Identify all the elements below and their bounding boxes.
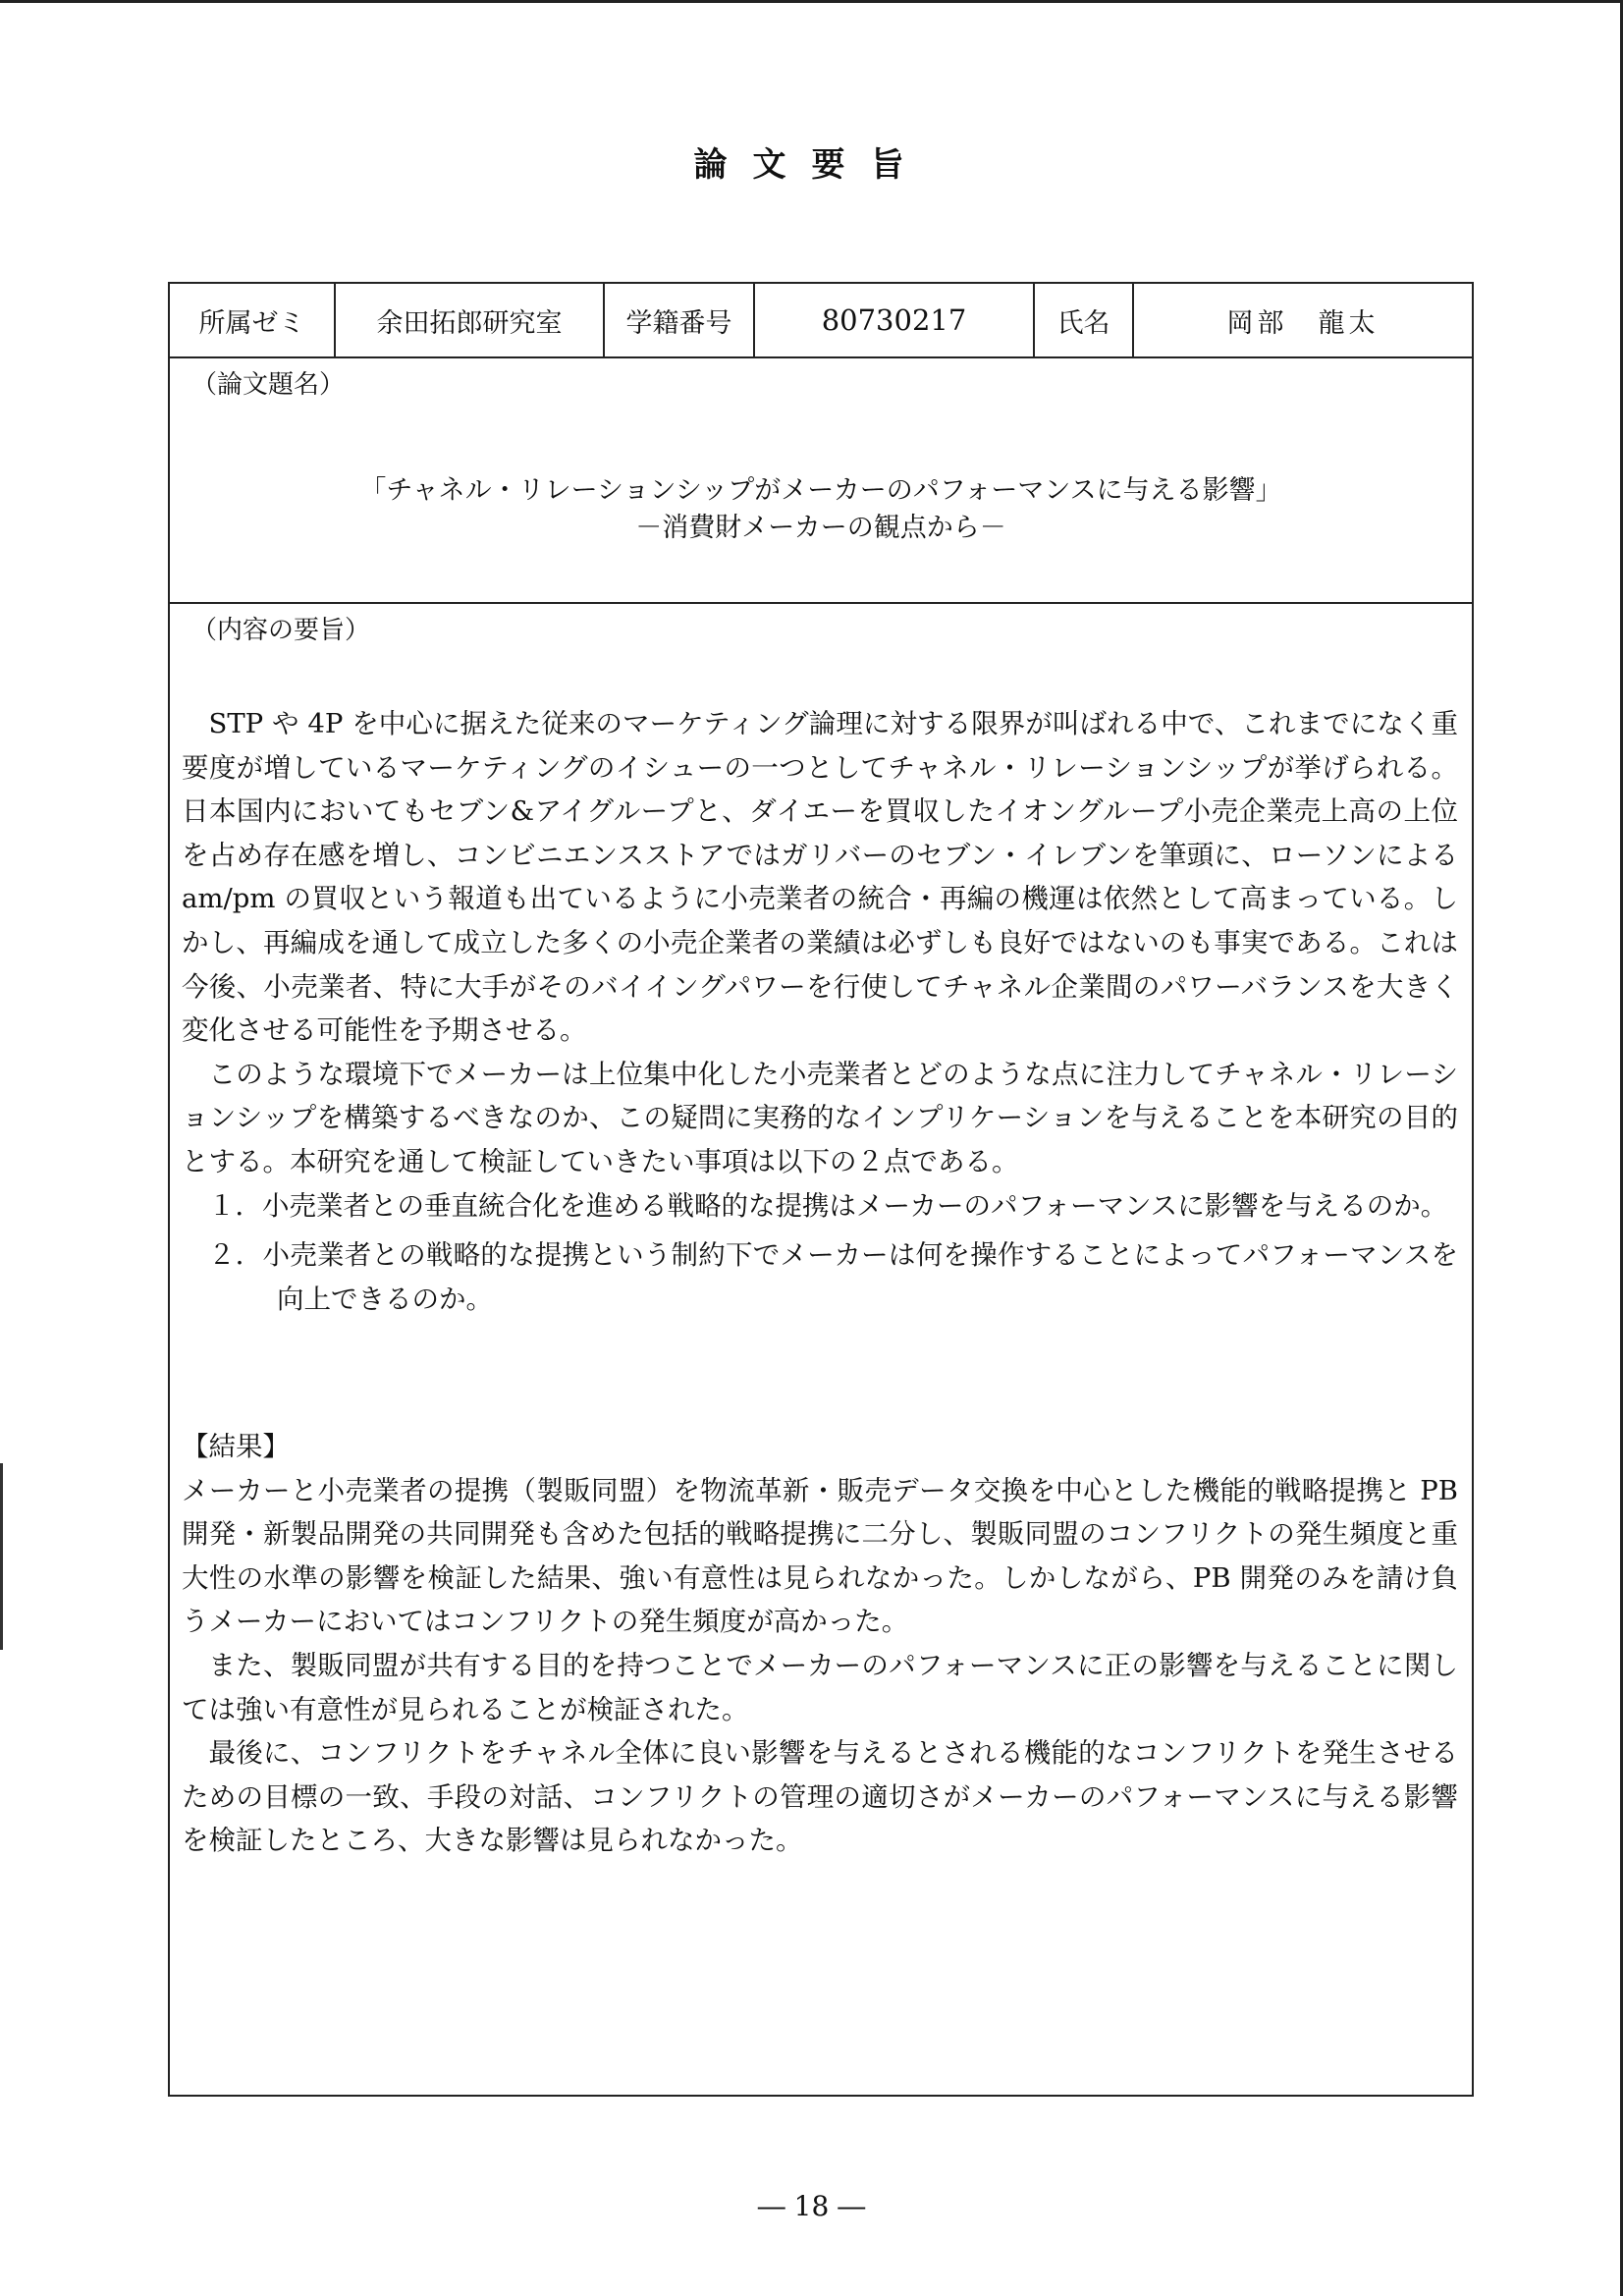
name-label: 氏名 <box>1035 284 1134 356</box>
results-paragraph: 最後に、コンフリクトをチャネル全体に良い影響を与えるとされる機能的なコンフリクトを発生させるための目標の一致、手段の対話、コンフリクトの管理の適切さがメーカーのパフォーマンスに与える影響を検証したところ、大きな影響は見られなかった。 <box>182 1737 1458 1857</box>
info-row <box>170 284 1472 358</box>
name-value: 岡部 龍太 <box>1226 307 1380 339</box>
seminar-value: 余田拓郎研究室 <box>336 284 605 356</box>
results-body <box>182 1425 1458 1863</box>
list-item: １．小売業者との垂直統合化を進める戦略的な提携はメーカーのパフォーマンスに影響を与えるのか。 <box>208 1189 1448 1222</box>
summary-section <box>170 604 1472 2093</box>
abstract-form <box>168 282 1474 2097</box>
thesis-subtitle: －消費財メーカーの観点から－ <box>635 513 1006 543</box>
student-id-label: 学籍番号 <box>605 284 755 356</box>
summary-paragraph: STP や 4P を中心に据えた従来のマーケティング論理に対する限界が叫ばれる中で、これまでになく重要度が増しているマーケティングのイシューの一つとしてチャネル・リレーションシップが挙げられる。日本国内においてもセブン&アイグループと、ダイエーを買収したイオングループ小売企業売上高の上位を占め存在感を増し、コンビニエンスストアではガリバーのセブン・イレブンを筆頭に、ローソンによる am/pm の買収という報道も出ているように小売業者の統合・再編の機運は依然として高まっている。しかし、再編成を通して成立した多くの小売企業者の業績は必ずしも良好ではないのも事実である。これは今後、小売業者、特に大手がそのバイイングパワーを行使してチャネル企業間のパワーバランスを大きく変化させる可能性を予期させる。 <box>182 708 1458 1047</box>
list-item: ２．小売業者との戦略的な提携という制約下でメーカーは何を操作することによってパフォーマンスを向上できるのか。 <box>208 1239 1458 1315</box>
summary-paragraph: このような環境下でメーカーは上位集中化した小売業者とどのような点に注力してチャネル・リレーションシップを構築するべきなのか、この疑問に実務的なインプリケーションを与えることを本研究の目的とする。本研究を通して検証していきたい事項は以下の２点である。 <box>182 1058 1458 1177</box>
results-heading: 【結果】 <box>182 1431 290 1462</box>
page-edge <box>0 0 1623 3</box>
thesis-title-label: （論文題名） <box>191 370 346 400</box>
results-paragraph: メーカーと小売業者の提携（製販同盟）を物流革新・販売データ交換を中心とした機能的戦略提携と PB 開発・新製品開発の共同開発も含めた包括的戦略提携に二分し、製販同盟のコンフリクトの発生頻度と重大性の水準の影響を検証した結果、強い有意性は見られなかった。しかしながら、PB 開発のみを請け負うメーカーにおいてはコンフリクトの発生頻度が高かった。 <box>182 1474 1458 1638</box>
student-id-value: 80730217 <box>755 284 1035 356</box>
summary-body <box>182 702 1458 1321</box>
page-number: ― 18 ― <box>757 2190 866 2222</box>
thesis-title-section <box>170 358 1472 604</box>
results-paragraph: また、製販同盟が共有する目的を持つことでメーカーのパフォーマンスに正の影響を与えることに関しては強い有意性が見られることが検証された。 <box>182 1649 1458 1725</box>
thesis-title: 「チャネル・リレーションシップがメーカーのパフォーマンスに与える影響」 <box>359 475 1282 506</box>
summary-label: （内容の要旨） <box>191 616 371 645</box>
page-title: 論文要旨 <box>693 145 930 185</box>
seminar-label: 所属ゼミ <box>170 284 336 356</box>
scan-mark <box>0 1463 3 1650</box>
